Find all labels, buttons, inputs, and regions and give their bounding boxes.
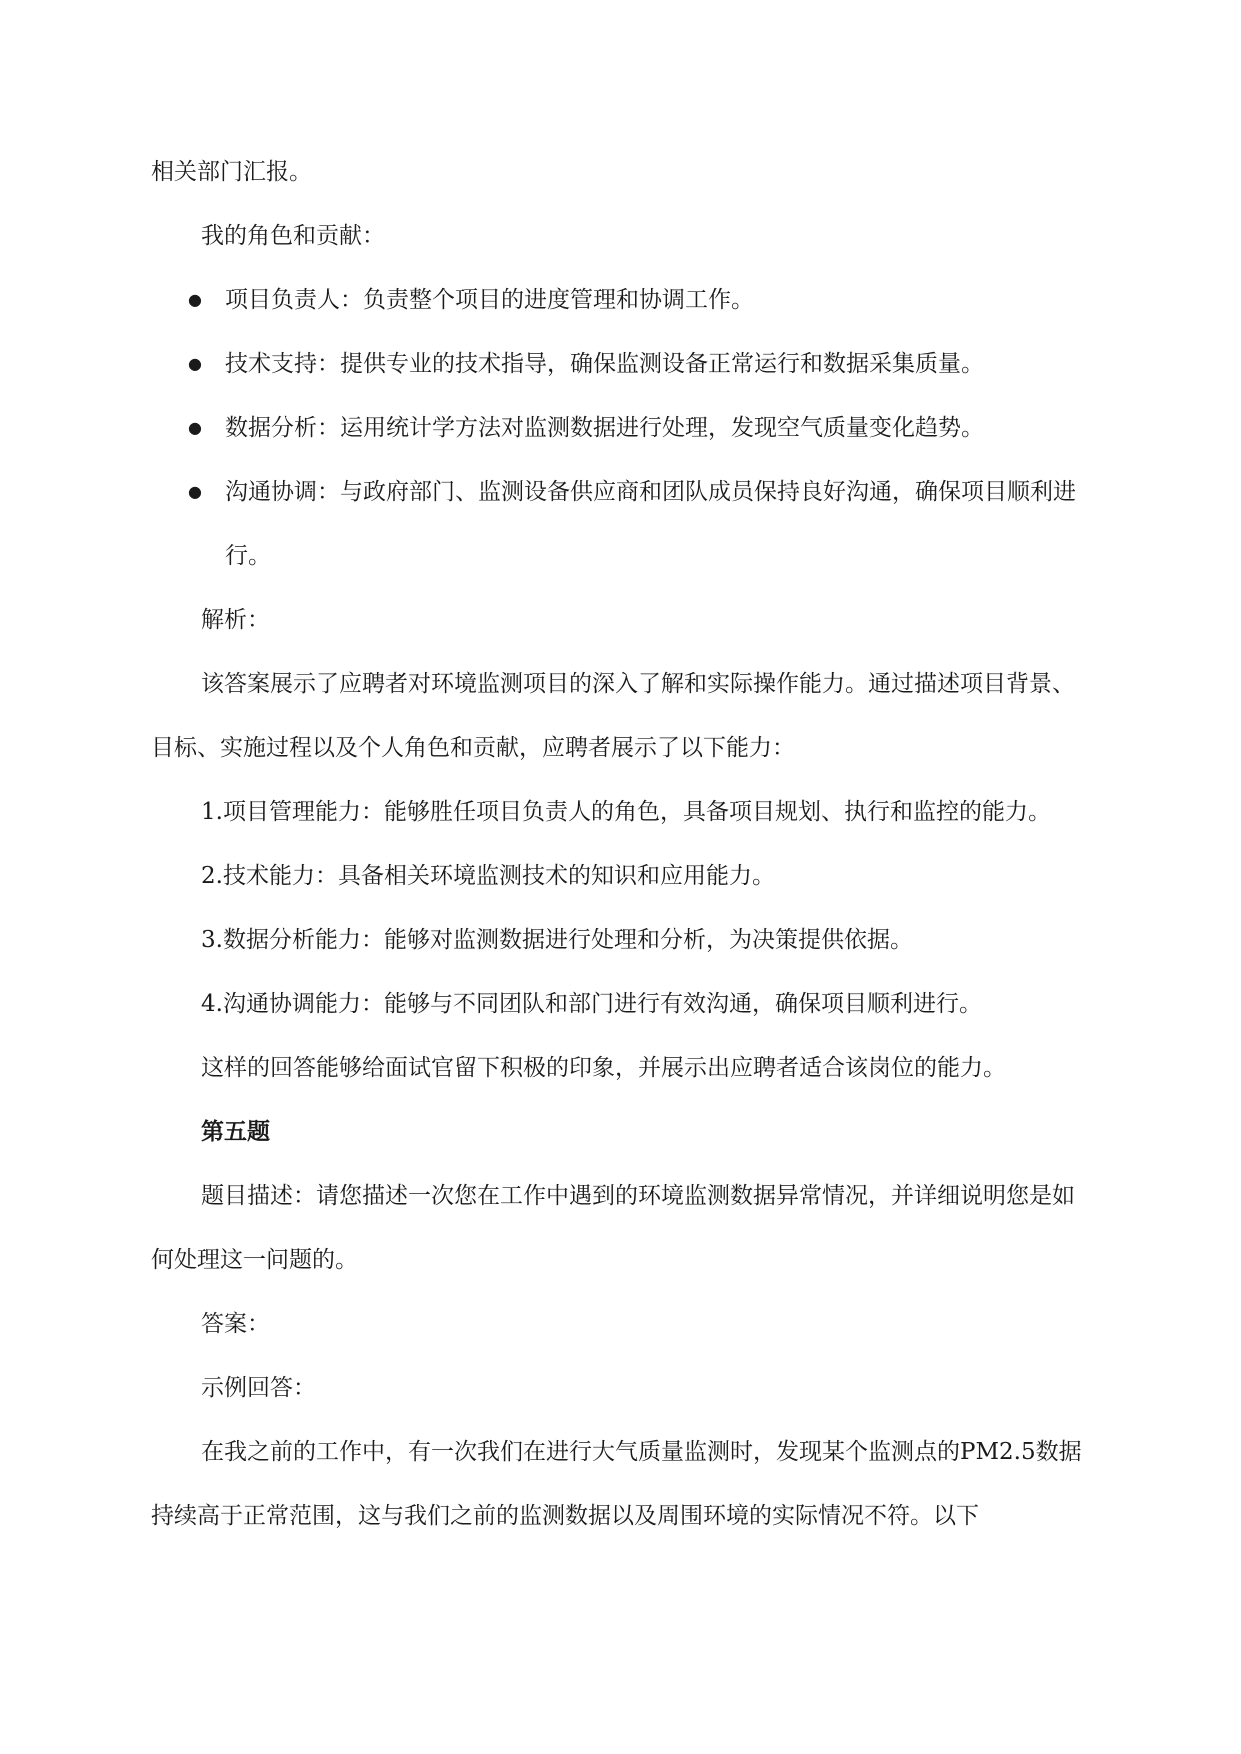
analysis-text: 该答案展示了应聘者对环境监测项目的深入了解和实际操作能力。通过描述项目背景、目标、实施过程以及个人角色和贡献，应聘者展示了以下能力： bbox=[151, 671, 1075, 761]
answer-label: 答案： bbox=[201, 1311, 270, 1337]
example-label: 示例回答： bbox=[201, 1375, 316, 1401]
list-item bbox=[151, 332, 1095, 396]
capability-4: 4.沟通协调能力：能够与不同团队和部门进行有效沟通，确保项目顺利进行。 bbox=[201, 991, 982, 1017]
question-5-description bbox=[151, 1164, 1095, 1292]
role-heading: 我的角色和贡献： bbox=[201, 223, 385, 249]
list-item bbox=[151, 460, 1095, 588]
list-item bbox=[151, 268, 1095, 332]
example-text: 在我之前的工作中，有一次我们在进行大气质量监测时，发现某个监测点的PM2.5数据持续高于正常范围，这与我们之前的监测数据以及周围环境的实际情况不符。以下 bbox=[151, 1439, 1082, 1529]
paragraph-continuation: 相关部门汇报。 bbox=[151, 159, 312, 185]
document-body bbox=[151, 140, 1095, 1548]
analysis-paragraph bbox=[151, 652, 1095, 780]
bullet-icon: ● bbox=[188, 418, 202, 437]
role-bullet-list bbox=[151, 268, 1095, 588]
example-paragraph bbox=[151, 1420, 1095, 1548]
list-item bbox=[151, 396, 1095, 460]
bullet-text: 数据分析：运用统计学方法对监测数据进行处理，发现空气质量变化趋势。 bbox=[225, 415, 984, 441]
bullet-text: 项目负责人：负责整个项目的进度管理和协调工作。 bbox=[225, 287, 754, 313]
summary-paragraph: 这样的回答能够给面试官留下积极的印象，并展示出应聘者适合该岗位的能力。 bbox=[201, 1055, 1006, 1081]
capability-2: 2.技术能力：具备相关环境监测技术的知识和应用能力。 bbox=[201, 863, 775, 889]
capability-3: 3.数据分析能力：能够对监测数据进行处理和分析，为决策提供依据。 bbox=[201, 927, 913, 953]
bullet-text: 技术支持：提供专业的技术指导，确保监测设备正常运行和数据采集质量。 bbox=[225, 351, 984, 377]
capability-1: 1.项目管理能力：能够胜任项目负责人的角色，具备项目规划、执行和监控的能力。 bbox=[201, 799, 1051, 825]
question-5-text: 题目描述：请您描述一次您在工作中遇到的环境监测数据异常情况，并详细说明您是如何处理这一问题的。 bbox=[151, 1183, 1075, 1273]
bullet-icon: ● bbox=[188, 354, 202, 373]
analysis-label: 解析： bbox=[201, 607, 270, 633]
bullet-icon: ● bbox=[188, 290, 202, 309]
bullet-text: 沟通协调：与政府部门、监测设备供应商和团队成员保持良好沟通，确保项目顺利进行。 bbox=[225, 479, 1076, 569]
bullet-icon: ● bbox=[188, 482, 202, 501]
question-5-title: 第五题 bbox=[201, 1119, 270, 1145]
